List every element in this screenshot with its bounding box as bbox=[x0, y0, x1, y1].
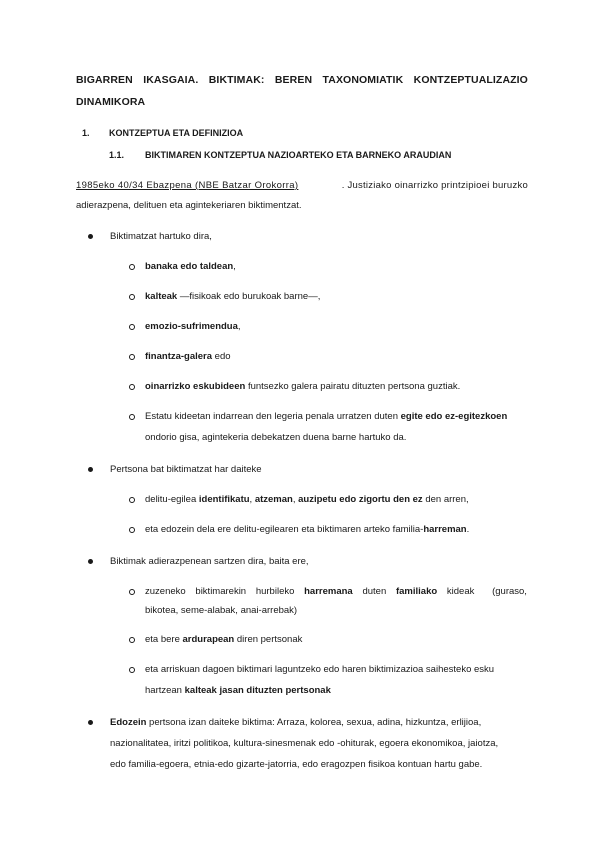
sub-bullet-icon bbox=[129, 294, 135, 300]
title-word: BIGARREN bbox=[76, 74, 133, 86]
sub-item-word: duten bbox=[362, 586, 387, 597]
lesson-title-line2: DINAMIKORA bbox=[76, 96, 146, 108]
sub-bullet-icon bbox=[129, 667, 135, 673]
bullet-1-label: Biktimatzat hartuko dira, bbox=[110, 231, 212, 242]
section-1-1-number: 1.1. bbox=[109, 150, 125, 160]
title-word: KONTZEPTUALIZAZIO bbox=[413, 74, 528, 86]
sub-item bbox=[145, 634, 302, 646]
sub-item-word: zuzeneko bbox=[145, 586, 186, 597]
sub-item-continuation bbox=[145, 685, 331, 697]
section-1-heading: KONTZEPTUA ETA DEFINIZIOA bbox=[109, 128, 244, 138]
sub-item-continuation: bikotea, seme-alabak, anai-arrebak) bbox=[145, 605, 298, 616]
bold-term: auzipetu edo zigortu den ez bbox=[298, 494, 423, 505]
bullet-4-line-2: nazionalitatea, iritzi politikoa, kultura-sinesmenak edo -ohiturak, egoera ekonomikoa, jaiotza, bbox=[110, 738, 499, 749]
sub-item-text: hartzean bbox=[145, 685, 185, 696]
intro-text: . Justiziako oinarrizko printzipioei buruzko bbox=[341, 180, 528, 191]
sub-item-word: kideak bbox=[446, 586, 475, 597]
section-1-number: 1. bbox=[82, 128, 90, 138]
bullet-4-line-3: edo familia-egoera, etnia-edo gizarte-jatorria, edo eragozpen fisikoa kontuan hartu gabe. bbox=[110, 759, 483, 770]
sub-bullet-icon bbox=[129, 354, 135, 360]
sub-bullet-icon bbox=[129, 497, 135, 503]
sub-item-text: eta bere bbox=[145, 634, 183, 645]
title-word: IKASGAIA. bbox=[143, 74, 199, 86]
bold-term: oinarrizko eskubideen bbox=[145, 381, 246, 392]
sub-bullet-icon bbox=[129, 414, 135, 420]
bold-term: Edozein bbox=[110, 717, 147, 728]
sub-item-text: . bbox=[466, 524, 470, 535]
bold-term: familiako bbox=[395, 586, 438, 597]
sub-item-text: eta edozein dela ere delitu-egilearen eta biktimaren arteko familia- bbox=[145, 524, 424, 535]
bold-term: kalteak bbox=[145, 291, 178, 302]
sub-item-text: den arren, bbox=[422, 494, 469, 505]
bullet-2-label: Pertsona bat biktimatzat har daiteke bbox=[110, 464, 262, 475]
sub-bullet-icon bbox=[129, 637, 135, 643]
sub-item bbox=[145, 381, 460, 393]
resolution-reference: 1985eko 40/34 Ebazpena (NBE Batzar Orokorra) bbox=[76, 180, 299, 191]
bold-term: banaka edo taldean bbox=[145, 261, 234, 272]
bold-term: finantza-galera bbox=[145, 351, 213, 362]
bullet-text: pertsona izan daiteke biktima: Arraza, kolorea, sexua, adina, hizkuntza, erlijioa, bbox=[146, 717, 482, 728]
sub-item-text: , bbox=[292, 494, 299, 505]
sub-item-text: , bbox=[233, 261, 236, 272]
sub-item-text: delitu-egilea bbox=[145, 494, 199, 505]
lesson-title-line1 bbox=[76, 74, 528, 86]
bullet-icon bbox=[88, 720, 93, 725]
sub-item-text: edo bbox=[212, 351, 231, 362]
sub-item-text: —fisikoak edo burukoak barne—, bbox=[177, 291, 321, 302]
sub-item-word: (guraso, bbox=[492, 586, 527, 597]
title-word: BEREN bbox=[274, 74, 313, 86]
section-1-1-heading: BIKTIMAREN KONTZEPTUA NAZIOARTEKO ETA BARNEKO ARAUDIAN bbox=[145, 150, 452, 160]
sub-item-word: hurbileko bbox=[255, 586, 295, 597]
sub-bullet-icon bbox=[129, 384, 135, 390]
bullet-icon bbox=[88, 559, 93, 564]
sub-bullet-icon bbox=[129, 589, 135, 595]
sub-item bbox=[145, 291, 320, 303]
sub-item bbox=[145, 586, 527, 598]
sub-item-text: funtsezko galera pairatu dituzten pertsona guztiak. bbox=[245, 381, 461, 392]
title-word: BIKTIMAK: bbox=[208, 74, 265, 86]
sub-item-text: , bbox=[249, 494, 255, 505]
sub-bullet-icon bbox=[129, 264, 135, 270]
sub-item-word: biktimarekin bbox=[195, 586, 247, 597]
sub-item bbox=[145, 524, 469, 536]
bold-term: harreman bbox=[423, 524, 467, 535]
intro-line-2: adierazpena, delituen eta agintekeriaren biktimentzat. bbox=[76, 200, 302, 211]
sub-item bbox=[145, 321, 241, 333]
bold-term: harremana bbox=[304, 586, 353, 597]
sub-item-continuation: ondorio gisa, agintekeria debekatzen duena barne hartuko da. bbox=[145, 432, 407, 443]
bullet-icon bbox=[88, 234, 93, 239]
sub-item-text: , bbox=[237, 321, 241, 332]
bold-term: ardurapean bbox=[182, 634, 235, 645]
sub-item-text: Estatu kideetan indarrean den legeria penala urratzen duten bbox=[145, 411, 401, 422]
bold-term: egite edo ez-egitezkoen bbox=[400, 411, 508, 422]
sub-item bbox=[145, 261, 236, 273]
title-word: TAXONOMIATIK bbox=[322, 74, 404, 86]
bold-term: emozio-sufrimendua bbox=[145, 321, 238, 332]
sub-item: eta arriskuan dagoen biktimari laguntzeko edo haren biktimizazioa saihesteko esku bbox=[145, 664, 495, 675]
sub-item bbox=[145, 494, 469, 506]
bold-term: identifikatu bbox=[198, 494, 250, 505]
sub-item bbox=[145, 351, 231, 363]
sub-bullet-icon bbox=[129, 527, 135, 533]
sub-item bbox=[145, 411, 507, 423]
bold-term: kalteak jasan dituzten pertsonak bbox=[184, 685, 331, 696]
bullet-icon bbox=[88, 467, 93, 472]
bullet-3-label: Biktimak adierazpenean sartzen dira, baita ere, bbox=[110, 556, 309, 567]
sub-item-text: diren pertsonak bbox=[234, 634, 303, 645]
sub-bullet-icon bbox=[129, 324, 135, 330]
bold-term: atzeman bbox=[254, 494, 293, 505]
bullet-4-line-1 bbox=[110, 717, 481, 729]
intro-line-1 bbox=[76, 180, 528, 192]
